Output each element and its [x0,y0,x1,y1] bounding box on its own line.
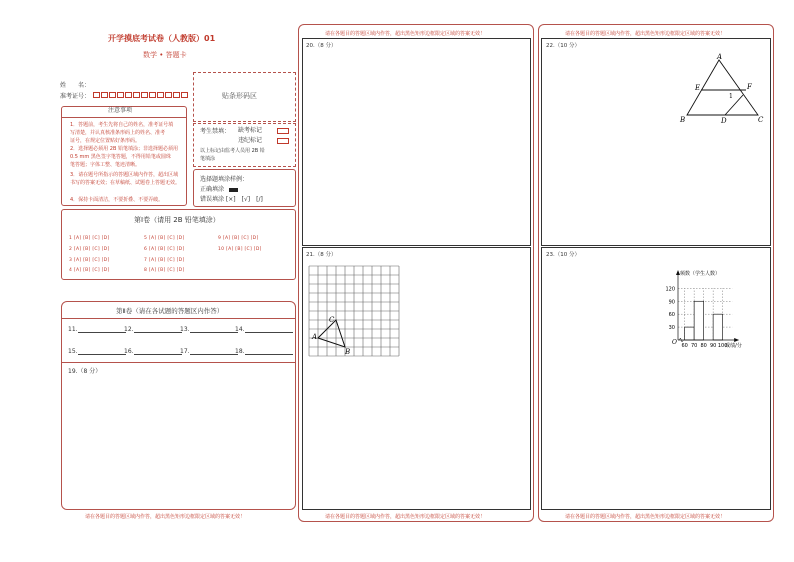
notice-title: 注意事项 [108,107,133,114]
warning-col1: 请在各题目的答题区域内作答，超出黑色矩形边框限定区域的答案无效！ [85,514,246,520]
grid-label-b: B [345,348,351,356]
y-axis-label: 频数（学生人数） [680,271,721,277]
x-tick-label: 100 [717,343,728,349]
histogram-chart [660,268,770,354]
y-tick-label: 60 [668,312,675,319]
x-tick-label: 60 [681,343,688,349]
answer-blank[interactable] [78,348,126,355]
answer-blank[interactable] [78,326,126,333]
y-tick-label: 90 [668,299,675,306]
tri-label-1: 1 [729,93,733,100]
question-22-label: 22.（10 分） [546,43,580,49]
question-23-label: 23.（10 分） [546,252,580,258]
triangle-abc [318,320,345,347]
answer-blank[interactable] [245,326,293,333]
id-field[interactable] [93,91,188,101]
choice-row: 8 [A] [B] [C] [D] [144,268,185,273]
choice-row: 1 [A] [B] [C] [D] [69,236,110,241]
tri-label-c: C [758,116,764,124]
sample-wrong: 错误填涂 [×] [√] [/] [200,196,263,203]
q20-box[interactable] [302,38,531,246]
warning-col2-top: 请在各题目的答题区域内作答，超出黑色矩形边框限定区域的答案无效！ [325,31,486,37]
marks-note-2: 笔填涂 [200,156,216,162]
x-tick-label: 80 [700,343,707,349]
filled-mark-sample [229,188,238,192]
page-title: 开学摸底考试卷（人教版）01 [108,34,216,43]
choice-row: 9 [A] [B] [C] [D] [218,236,259,241]
choice-row: 2 [A] [B] [C] [D] [69,247,110,252]
absent-label: 缺考标记 [238,127,263,134]
choice-row: 7 [A] [B] [C] [D] [144,258,185,263]
answer-blank[interactable] [245,348,293,355]
grid-figure [305,262,403,358]
y-tick-label: 30 [668,325,675,332]
histogram-bar [685,327,695,340]
sample-correct: 正确填涂 [200,186,225,193]
warning-col3-top: 请在各题目的答题区域内作答，超出黑色矩形边框限定区域的答案无效！ [565,31,726,37]
answer-blank[interactable] [134,348,182,355]
name-label: 姓 名： [60,82,91,89]
choice-row: 5 [A] [B] [C] [D] [144,236,185,241]
violation-checkbox[interactable] [277,138,289,144]
warning-col3-bottom: 请在各题目的答题区域内作答，超出黑色矩形边框限定区域的答案无效！ [565,514,726,520]
triangle-figure [676,52,772,126]
marks-label: 考生禁填： [200,128,231,135]
choice-row: 6 [A] [B] [C] [D] [144,247,185,252]
y-tick-label: 120 [665,286,675,293]
sample-title: 选择题填涂样例： [200,176,249,183]
barcode-label: 贴条形码区 [222,92,257,100]
name-field[interactable] [93,83,183,89]
tri-label-e: E [695,84,701,92]
answer-blank[interactable] [190,348,238,355]
grid-label-a: A [312,333,318,341]
choice-row: 3 [A] [B] [C] [D] [69,258,110,263]
question-19-answer-area[interactable] [63,378,294,508]
x-axis-arrow [734,338,739,342]
grid-label-c: C [329,316,335,324]
marks-note-1: 以上标记由监考人员用 2B 铅 [200,148,265,154]
warning-col2-bottom: 请在各题目的答题区域内作答，超出黑色矩形边框限定区域的答案无效！ [325,514,486,520]
tri-label-f: F [747,83,752,91]
choice-row: 10 [A] [B] [C] [D] [218,247,262,252]
question-20-label: 20.（8 分） [306,43,337,49]
question-19-label: 19.（8 分） [68,368,102,375]
x-tick-label: 90 [709,343,717,349]
origin-label: O [672,339,677,346]
tri-label-d: D [721,117,727,125]
section1-title: 第Ⅰ卷（请用 2B 铅笔填涂） [134,216,220,224]
page-subtitle: 数学 • 答题卡 [143,51,187,59]
x-axis-label: 成绩/分 [725,343,742,349]
histogram-bar [694,301,704,340]
violation-label: 违纪标记 [238,137,263,144]
histogram-bar [713,314,723,340]
x-tick-label: 70 [690,343,698,349]
id-label: 准考证号： [60,93,91,100]
absent-checkbox[interactable] [277,128,289,134]
answer-blank[interactable] [134,326,182,333]
question-21-label: 21.（8 分） [306,252,337,258]
tri-label-a: A [717,53,723,61]
tri-label-b: B [680,116,686,124]
answer-blank[interactable] [190,326,238,333]
section2-title: 第Ⅱ卷（请在各试题的答题区内作答） [116,307,224,315]
choice-row: 4 [A] [B] [C] [D] [69,268,110,273]
